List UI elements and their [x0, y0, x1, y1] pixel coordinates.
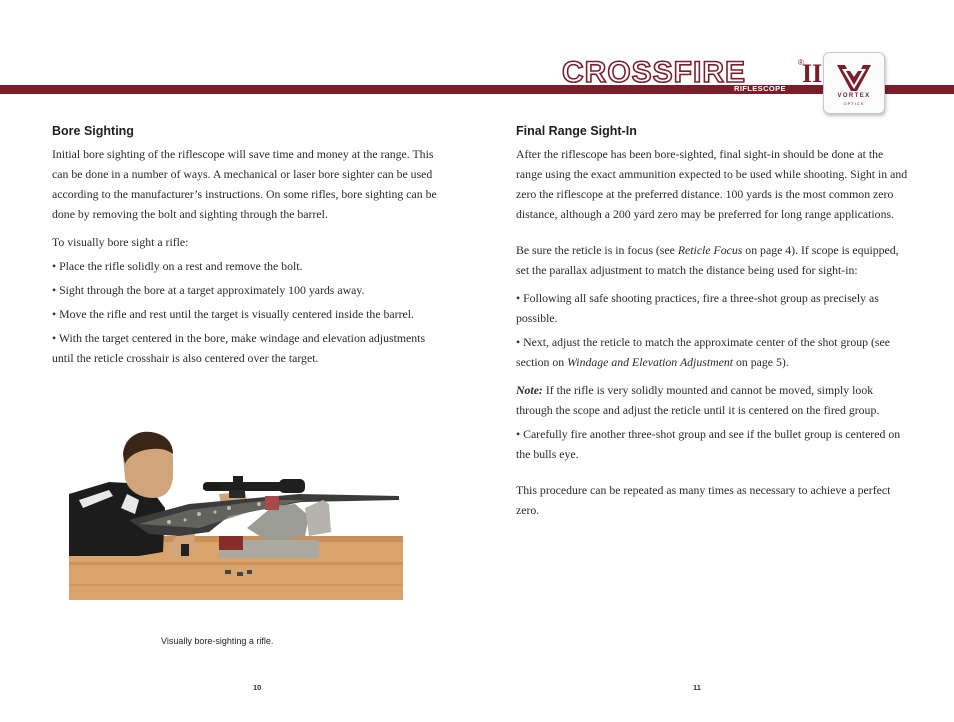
final-range-heading: Final Range Sight-In — [516, 124, 637, 138]
focus-text: Be sure the reticle is in focus (see — [516, 243, 678, 257]
note-text: If the rifle is very solidly mounted and cannot be moved, simply look through the scope and adjust the reticle until it is centered on the fired group. — [516, 383, 880, 417]
page-number-right: 11 — [693, 683, 701, 692]
brand-subtitle: RIFLESCOPE — [734, 84, 786, 93]
left-column — [52, 124, 447, 368]
bullet-item: • Place the rifle solidly on a rest and remove the bolt. — [52, 259, 303, 273]
bullet-text-end: on page 5). — [733, 355, 789, 369]
note-paragraph — [516, 380, 908, 420]
bullet-item: • Move the rifle and rest until the target is visually centered inside the barrel. — [52, 307, 414, 321]
brand-wordmark: CROSSFIRE — [562, 56, 747, 89]
brand-registered-mark: ® — [798, 58, 804, 67]
crossfire-logo — [562, 58, 822, 94]
brand-roman-numeral: II — [802, 59, 823, 88]
photo-caption: Visually bore-sighting a rifle. — [161, 636, 274, 646]
vortex-badge — [823, 52, 885, 114]
bore-sighting-heading: Bore Sighting — [52, 124, 134, 138]
bullet-item: • Sight through the bore at a target approximately 100 yards away. — [52, 283, 365, 297]
badge-subtitle: OPTICS — [843, 101, 865, 106]
note-label: Note: — [516, 383, 543, 397]
bore-sighting-intro: Initial bore sighting of the riflescope will save time and money at the range. This can be done in a number of ways. A mechanical or laser bore sighter can be used according to the manufacturer’s instructions. On some rifles, bore sighting can be done by removing the bolt and sighting through the barrel. — [52, 147, 437, 221]
right-column — [516, 124, 908, 520]
closing-paragraph: This procedure can be repeated as many times as necessary to achieve a perfect zero. — [516, 483, 891, 517]
final-range-intro: After the riflescope has been bore-sighted, final sight-in should be done at the range using the exact ammunition expected to be used while shooting. Sight in and zero the riflescope at the preferred distance. 100 yards is the most common zero distance, although a 200 yard zero may be preferred for long range applications. — [516, 147, 908, 221]
bullet-item: • With the target centered in the bore, make windage and elevation adjustments until the reticle crosshair is also centered over the target. — [52, 331, 426, 365]
bore-sighting-photo — [69, 424, 403, 600]
bullet-item: • Carefully fire another three-shot group and see if the bullet group is centered on the bulls eye. — [516, 427, 901, 461]
bullet-text: • Next, adjust the reticle to match the approximate center of the shot group (see section on — [516, 335, 890, 369]
bullet-item: • Following all safe shooting practices, fire a three-shot group as precisely as possible. — [516, 291, 879, 325]
badge-name: VORTEX — [837, 93, 871, 99]
vortex-logo-icon — [836, 63, 872, 93]
bore-sighting-lead: To visually bore sight a rifle: — [52, 235, 189, 249]
page-number-left: 10 — [253, 683, 262, 692]
focus-paragraph — [516, 240, 908, 280]
bullet-item — [516, 332, 908, 372]
windage-reference: Windage and Elevation Adjustment — [567, 355, 734, 369]
focus-text-end: on page 4). If scope is equipped, set the parallax adjustment to match the distance being used for sight-in: — [516, 243, 899, 277]
reticle-focus-reference: Reticle Focus — [677, 243, 743, 257]
